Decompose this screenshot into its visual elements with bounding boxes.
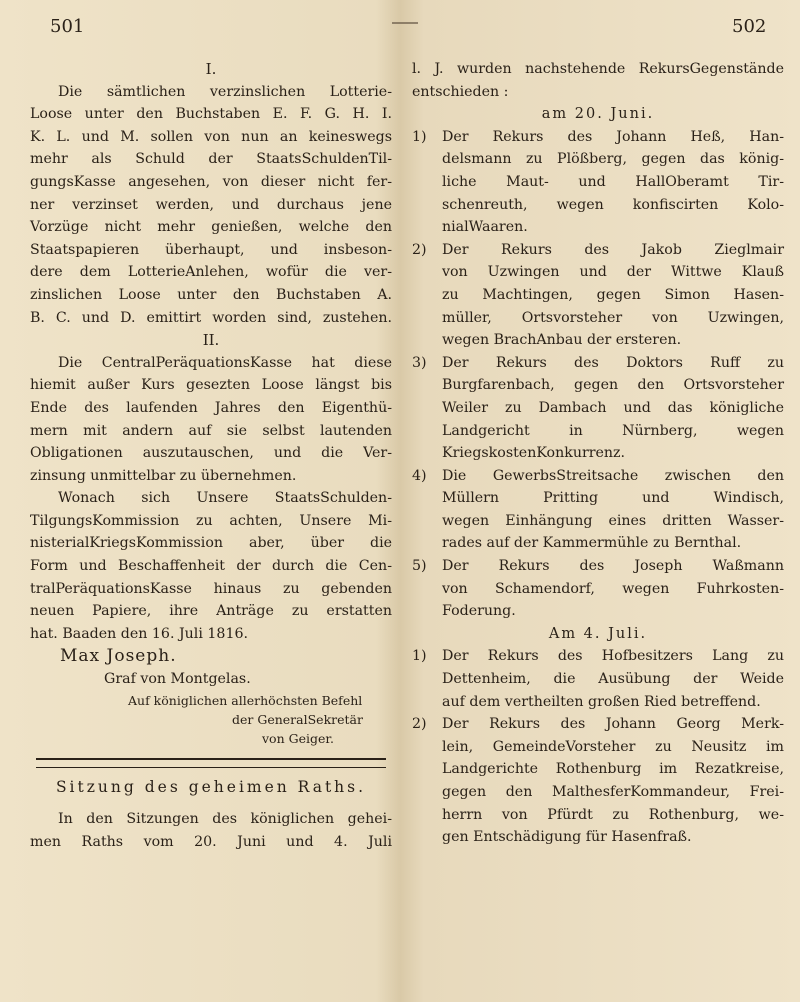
text-line: delsmann zu Plößberg, gegen das könig- — [442, 151, 784, 168]
item-number: 5) — [412, 558, 427, 575]
text-line: gungsKasse angesehen, von dieser nicht fer- — [30, 173, 392, 190]
text-line: In den Sitzungen des königlichen gehei- — [58, 811, 392, 828]
text-line: Die sämtlichen verzinslichen Lotterie- — [58, 83, 392, 100]
text-line: Burgfarenbach, gegen den Ortsvorsteher — [442, 377, 784, 394]
list-item — [412, 645, 784, 713]
text-line: gen Entschädigung für Hasenfraß. — [442, 829, 692, 846]
text-line: von Uzwingen und der Wittwe Klauß — [442, 264, 784, 281]
text-line: Die CentralPeräquationsKasse hat diese — [58, 354, 392, 371]
text-line: Landgericht in Nürnberg, wegen — [442, 422, 784, 439]
text-line: TilgungsKommission zu achten, Unsere Mi- — [30, 512, 392, 529]
text-line: Loose unter den Buchstaben E. F. G. H. I. — [30, 106, 392, 123]
text-line: von Schamendorf, wegen Fuhrkosten- — [442, 580, 784, 597]
item-number: 2) — [412, 241, 427, 258]
item-number: 1) — [412, 648, 427, 665]
text-line: Staatspapieren überhaupt, und insbeson- — [30, 241, 392, 258]
text-line: zinslichen Loose unter den Buchstaben A. — [30, 286, 392, 303]
date-heading: Am 4. Juli. — [548, 625, 648, 642]
text-line: wegen BrachAnbau der ersteren. — [442, 332, 682, 349]
section-2-text — [30, 352, 392, 646]
text-line: hiemit außer Kurs gesezten Loose längst bis — [30, 377, 392, 394]
section-numeral-1: I. — [205, 60, 217, 78]
text-line: müller, Ortsvorsteher von Uzwingen, — [442, 309, 784, 326]
text-line: dere dem LotterieAnlehen, wofür die ver- — [30, 264, 392, 281]
list-item — [412, 713, 784, 849]
signature-line: von Geiger. — [262, 730, 334, 746]
signature-line: der GeneralSekretär — [232, 711, 363, 727]
text-line: K. L. und M. sollen von nun an keineswegs — [30, 128, 392, 145]
text-line: zinsung unmittelbar zu übernehmen. — [30, 467, 297, 484]
signature-block — [30, 691, 392, 748]
text-line: l. J. wurden nachstehende RekursGegenstände — [412, 61, 784, 77]
list-item — [412, 555, 784, 623]
text-line: Ende des laufenden Jahres den Eigenthü- — [30, 399, 392, 416]
left-column — [30, 58, 392, 853]
text-line: Müllern Pritting und Windisch, — [442, 490, 784, 507]
text-line: KriegskostenKonkurrenz. — [442, 445, 626, 462]
page-number-left: 501 — [50, 16, 85, 37]
text-line: mehr als Schuld der StaatsSchuldenTil- — [30, 151, 392, 168]
text-line: wegen Einhängung eines dritten Wasser- — [442, 512, 784, 529]
text-line: Weiler zu Dambach und das königliche — [442, 399, 784, 416]
text-line: hat. Baaden den 16. Juli 1816. — [30, 625, 249, 642]
text-line: Form und Beschaffenheit der durch die Cen- — [30, 558, 392, 575]
text-line: gegen den MalthesferKommandeur, Frei- — [442, 784, 784, 800]
header-ornament — [392, 22, 418, 24]
text-line: Der Rekurs des Doktors Ruff zu — [442, 354, 784, 371]
list-item — [412, 465, 784, 555]
section-numeral-2: II. — [202, 331, 220, 350]
text-line: Wonach sich Unsere StaatsSchulden- — [58, 490, 392, 507]
right-column — [412, 58, 784, 849]
signature-title: Graf von Montgelas. — [104, 671, 251, 688]
text-line: mern mit andern auf sie selbst lautenden — [30, 422, 392, 439]
text-line: auf dem vertheilten großen Ried betreffend. — [442, 693, 761, 710]
text-line: Der Rekurs des Joseph Waßmann — [442, 558, 784, 575]
item-number: 2) — [412, 716, 427, 733]
section-1-text — [30, 81, 392, 330]
text-line: Dettenheim, die Ausübung der Weide — [442, 671, 784, 688]
text-line: B. C. und D. emittirt worden sind, zustehen. — [30, 309, 392, 326]
text-line: neuen Papiere, ihre Anträge zu erstatten — [30, 603, 392, 620]
text-line: rades auf der Kammermühle zu Bernthal. — [442, 535, 742, 552]
date-heading: am 20. Juni. — [541, 106, 655, 123]
text-line: men Raths vom 20. Juni und 4. Juli — [30, 833, 392, 850]
text-line: Foderung. — [442, 603, 516, 620]
section-divider — [36, 758, 386, 768]
text-line: lein, GemeindeVorsteher zu Neusitz im — [442, 738, 784, 755]
text-line: nialWaaren. — [442, 219, 528, 236]
text-line: Die GewerbsStreitsache zwischen den — [442, 467, 784, 484]
text-line: ner verzinset werden, und durchaus jene — [30, 196, 392, 213]
item-number: 1) — [412, 128, 427, 145]
text-line: liche Maut- und HallOberamt Tir- — [442, 173, 784, 190]
page-number-right: 502 — [732, 16, 767, 37]
text-line: Der Rekurs des Johann Heß, Han- — [442, 128, 784, 145]
text-line: Obligationen auszutauschen, und die Ver- — [30, 445, 392, 462]
section-heading: Sitzung des geheimen Raths. — [55, 777, 367, 796]
text-line: Landgerichte Rothenburg im Rezatkreise, — [442, 761, 784, 778]
list-item — [412, 239, 784, 352]
signature-name: Max Joseph. — [60, 646, 177, 667]
list-item — [412, 352, 784, 465]
text-line: herrn von Pfürdt zu Rothenburg, we- — [442, 806, 784, 823]
list-item — [412, 126, 784, 239]
item-number: 4) — [412, 467, 427, 484]
item-number: 3) — [412, 354, 427, 371]
text-line: zu Machtingen, gegen Simon Hasen- — [442, 286, 784, 303]
text-line: tralPeräquationsKasse hinaus zu gebenden — [30, 580, 392, 597]
text-line: entschieden : — [412, 83, 509, 100]
text-line: Der Rekurs des Hofbesitzers Lang zu — [442, 648, 784, 665]
text-line: Der Rekurs des Jakob Zieglmair — [442, 241, 784, 258]
text-line: nisterialKriegsKommission aber, über die — [30, 535, 392, 552]
text-line: Der Rekurs des Johann Georg Merk- — [442, 716, 784, 733]
text-line: Vorzüge nicht mehr genießen, welche den — [30, 219, 392, 236]
text-line: schenreuth, wegen konfiscirten Kolo- — [442, 196, 784, 213]
signature-line: Auf königlichen allerhöchsten Befehl — [128, 692, 363, 708]
